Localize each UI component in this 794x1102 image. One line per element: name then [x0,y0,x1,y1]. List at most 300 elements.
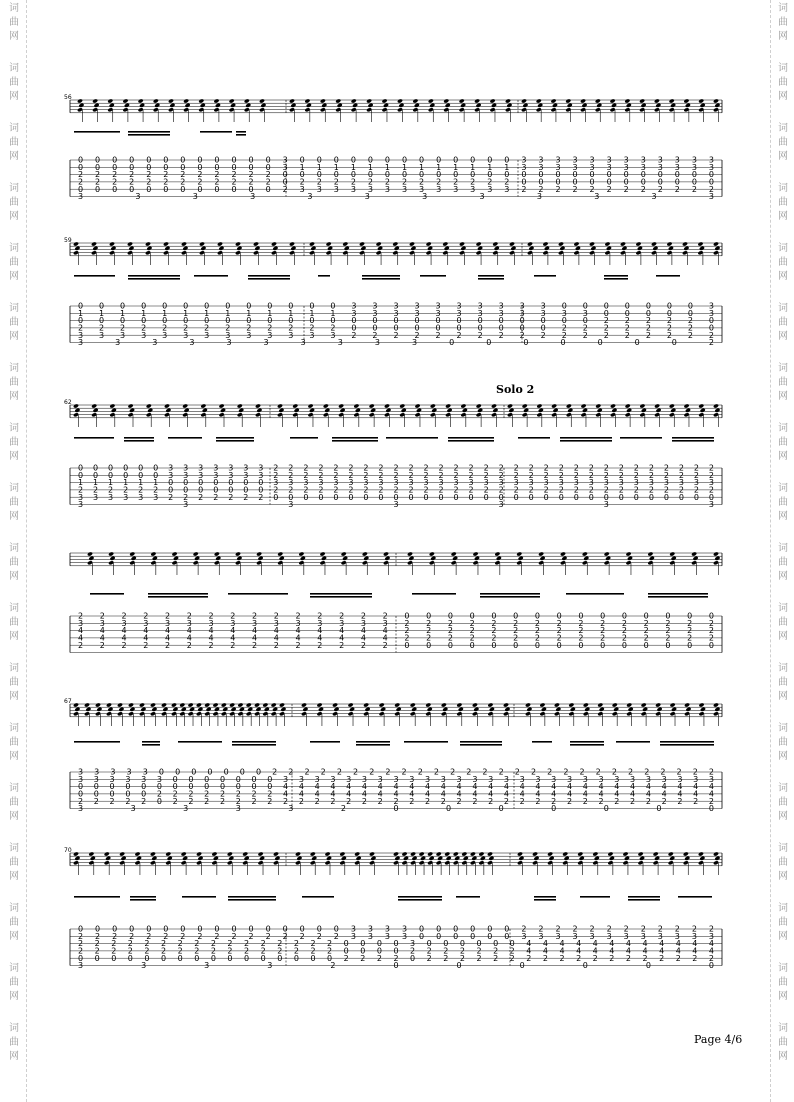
note-head [255,403,261,408]
watermark-char: 网 [9,271,19,282]
watermark-char: 词 [778,483,788,494]
chord-glyph [713,702,720,726]
note-head [196,702,202,707]
note-head [121,856,127,861]
chord-glyph [641,702,648,726]
chord-glyph [522,403,529,427]
note-head [335,98,341,103]
chord-glyph [639,403,646,427]
chord-glyph [91,403,98,427]
beam [148,593,208,595]
watermark-char: 曲 [9,317,19,328]
watermark-char: 词 [778,303,788,314]
note-head [642,707,648,712]
chord-glyph [301,702,308,726]
fret-number-row: 2 2 2 2 2 2 2 2 2 2 2 2 2 2 2 0 0 0 0 0 0 0 0 0 0 0 0 0 0 0 [78,611,714,621]
beam [648,596,708,598]
chord-glyph [289,98,296,122]
watermark-char: 曲 [9,677,19,688]
chord-glyph [179,702,186,726]
note-head [536,98,542,103]
beam [216,437,254,439]
note-head [577,851,583,856]
note-head [538,408,544,413]
chord-glyph [127,241,134,265]
note-head [117,702,123,707]
note-head [239,707,245,712]
chord-glyph [359,241,366,265]
chord-glyph [668,851,675,875]
note-head [119,851,125,856]
note-head [308,403,314,408]
note-head [264,707,270,712]
measure-number: 59 [64,237,72,244]
beam [128,278,180,280]
note-head [91,403,97,408]
tab-system [64,847,722,970]
chord-glyph [639,98,646,122]
note-head [532,851,538,856]
beam [386,437,438,439]
note-head [295,851,301,856]
note-head [714,556,720,561]
page-number: Page 4/6 [694,1033,743,1046]
fret-number-row: 1 1 1 1 1 1 1 1 1 1 1 1 1 3 3 3 3 3 3 3 3 3 3 3 3 0 0 0 0 0 3 [78,308,715,318]
note-head [564,856,570,861]
chord-glyph [451,551,458,575]
note-head [106,702,112,707]
watermark-char: 曲 [778,917,788,928]
note-head [290,246,296,251]
beam [448,440,494,442]
note-head [365,707,371,712]
note-head [259,856,265,861]
note-head [590,246,596,251]
fret-number-row: 2 2 2 2 2 2 2 2 2 2 2 2 2 2 2 2 0 0 0 0 3 0 0 0 0 0 0 4 4 4 4 4 4 4 4 4 4 4 4 [78,939,714,949]
chord-glyph [626,702,633,726]
note-head [655,408,661,413]
chord-glyph [654,98,661,122]
chord-glyph [612,702,619,726]
note-head [242,851,248,856]
chord-glyph [129,551,136,575]
note-head [363,556,369,561]
note-head [91,241,97,246]
note-head [669,856,675,861]
note-head [403,856,409,861]
note-head [213,98,219,103]
note-head [228,856,234,861]
note-head [427,246,433,251]
note-head [339,851,345,856]
note-head [552,103,558,108]
note-head [202,408,208,413]
chord-glyph [181,851,188,875]
chord-glyph [713,403,720,427]
beam [604,275,628,277]
fret-number-row: 2 2 2 2 2 2 0 0 0 0 0 0 0 2 2 2 2 2 2 2 2 2 2 2 2 2 2 2 2 2 2 2 2 2 2 2 2 2 2 2 2 2 2 [78,485,715,495]
note-head [527,241,533,246]
chord-glyph [193,551,200,575]
note-head [316,702,322,707]
note-head [518,856,524,861]
beam [332,440,378,442]
watermark-char: 网 [9,331,19,342]
note-head [211,851,217,856]
watermark-char: 词 [9,243,19,254]
note-head [172,551,178,556]
watermark-char: 曲 [778,377,788,388]
watermark-char: 曲 [9,497,19,508]
note-head [310,851,316,856]
chord-glyph [308,403,315,427]
watermark-char: 词 [9,483,19,494]
note-head [73,241,79,246]
note-head [397,98,403,103]
chord-glyph [369,403,376,427]
watermark-char: 曲 [778,677,788,688]
watermark-char: 词 [9,1023,19,1034]
note-head [104,851,110,856]
beam [532,741,552,743]
chord-glyph [279,702,286,726]
chord-glyph [87,551,94,575]
chord-glyph [573,241,580,265]
note-head [683,851,689,856]
watermark-char: 网 [9,931,19,942]
chord-glyph [684,403,691,427]
beam [420,275,446,277]
note-head [714,103,720,108]
note-head [332,702,338,707]
note-head [490,98,496,103]
chord-glyph [604,551,611,575]
chord-glyph [399,403,406,427]
chord-glyph [445,403,452,427]
note-head [669,403,675,408]
beam [228,896,276,898]
note-head [416,408,422,413]
note-head [430,556,436,561]
watermark-char: 曲 [778,617,788,628]
fret-number-row: 2 2 2 2 2 2 2 2 2 2 2 2 2 2 2 2 0 0 0 0 2 2 2 2 2 2 2 4 4 4 4 4 4 4 4 4 4 4 4 [78,946,714,956]
note-head [429,856,435,861]
note-head [278,408,284,413]
note-head [139,702,145,707]
note-head [595,98,601,103]
note-head [537,103,543,108]
chord-glyph [698,403,705,427]
note-head [641,103,647,108]
note-head [541,707,547,712]
note-head [459,241,465,246]
watermark-char: 词 [778,423,788,434]
chord-glyph [392,241,399,265]
note-head [136,856,142,861]
note-head [652,246,658,251]
note-head [376,241,382,246]
watermark-char: 网 [778,511,788,522]
note-head [220,408,226,413]
note-head [691,551,697,556]
note-head [236,246,242,251]
watermark-char: 词 [9,303,19,314]
chord-glyph [107,98,114,122]
note-head [581,103,587,108]
chord-glyph [476,403,483,427]
fret-number-row: 3 3 3 3 3 3 3 3 3 3 3 3 [78,192,714,202]
note-head [536,403,542,408]
note-head [637,246,643,251]
chord-glyph [425,702,432,726]
watermark-char: 词 [778,603,788,614]
fret-number-row: 2 2 2 2 2 2 2 2 2 2 2 2 0 2 2 2 2 2 2 2 2 2 2 2 2 2 0 0 0 0 0 0 0 0 0 0 0 0 [78,177,714,187]
chord-glyph [654,403,661,427]
chord-glyph [310,851,317,875]
note-head [138,98,144,103]
watermark-char: 曲 [778,257,788,268]
beam [142,741,160,743]
chord-glyph [490,98,497,122]
tab-system [64,237,722,347]
chord-glyph [348,702,355,726]
note-head [342,241,348,246]
chord-glyph [407,551,414,575]
chord-glyph [246,702,253,726]
chord-glyph [682,241,689,265]
beam [478,275,504,277]
watermark-char: 词 [9,183,19,194]
note-head [367,103,373,108]
note-head [197,707,203,712]
watermark-char: 曲 [9,257,19,268]
note-head [246,702,252,707]
note-head [582,551,588,556]
fret-number-row: 0 0 0 0 0 0 3 3 3 3 3 3 3 2 2 2 2 2 2 2 2 2 2 2 2 2 2 2 2 2 2 2 2 2 2 2 2 2 2 2 2 2 2 [78,463,715,473]
chord-glyph [412,98,419,122]
watermark-char: 网 [778,811,788,822]
note-head [682,241,688,246]
note-head [684,702,690,707]
note-head [626,702,632,707]
beam [648,593,708,595]
note-head [570,707,576,712]
chord-glyph [138,98,145,122]
beam [480,593,540,595]
chord-glyph [401,851,408,875]
chord-glyph [229,702,236,726]
watermark-char: 词 [778,663,788,674]
beam [628,899,660,901]
note-head [549,856,555,861]
watermark-char: 曲 [778,437,788,448]
chord-glyph [95,702,102,726]
note-head [639,856,645,861]
note-head [488,856,494,861]
chord-glyph [273,851,280,875]
note-head [74,856,80,861]
chord-glyph [491,403,498,427]
note-head [150,551,156,556]
note-head [379,702,385,707]
note-head [525,702,531,707]
note-head [580,98,586,103]
note-head [470,851,476,856]
measure-number: 62 [64,399,72,406]
note-head [670,103,676,108]
note-head [491,403,497,408]
note-head [445,103,451,108]
note-head [128,702,134,707]
note-head [342,556,348,561]
chord-glyph [610,403,617,427]
note-head [559,246,565,251]
note-head [229,98,235,103]
chord-glyph [426,241,433,265]
note-head [140,707,146,712]
watermark-char: 曲 [9,857,19,868]
watermark-char: 词 [778,3,788,14]
note-head [668,851,674,856]
chord-glyph [683,98,690,122]
note-head [341,551,347,556]
note-head [326,856,332,861]
chord-glyph [536,403,543,427]
watermark-char: 网 [9,991,19,1002]
chord-glyph [325,851,332,875]
note-head [212,702,218,707]
beam [228,899,276,901]
note-head [522,403,528,408]
note-head [475,103,481,108]
note-head [521,98,527,103]
beam [232,744,276,746]
watermark-char: 网 [778,571,788,582]
beam [310,596,372,598]
beam [130,899,156,901]
watermark-char: 词 [9,3,19,14]
note-head [146,403,152,408]
note-head [393,851,399,856]
note-head [152,556,158,561]
note-head [668,246,674,251]
note-head [639,403,645,408]
note-head [348,702,354,707]
note-head [504,707,510,712]
note-head [254,246,260,251]
beam [398,896,442,898]
note-head [452,556,458,561]
tab-system [64,698,722,813]
note-head [419,851,425,856]
note-head [460,403,466,408]
note-head [262,702,268,707]
beam [560,440,612,442]
note-head [474,556,480,561]
beam [74,437,114,439]
note-head [624,98,630,103]
watermark-char: 曲 [778,557,788,568]
watermark-char: 词 [9,363,19,374]
chord-glyph [460,403,467,427]
chord-glyph [229,98,236,122]
watermark-char: 网 [9,1051,19,1062]
chord-glyph [624,98,631,122]
chord-glyph [122,98,129,122]
chord-glyph [492,241,499,265]
note-head [258,851,264,856]
chord-glyph [476,241,483,265]
note-head [653,851,659,856]
beam [580,896,610,898]
note-head [272,707,278,712]
note-head [700,408,706,413]
chord-glyph [442,241,449,265]
beam [128,275,180,277]
beam [194,275,228,277]
note-head [85,707,91,712]
chord-glyph [338,403,345,427]
beam [660,744,714,746]
beam [74,131,120,133]
note-head [78,103,84,108]
note-head [408,556,414,561]
chord-glyph [91,241,98,265]
note-head [254,702,260,707]
fret-number-row: 0 0 0 0 0 0 0 0 0 0 0 0 2 3 3 3 3 3 3 3 3 3 3 3 3 3 2 2 2 2 2 2 2 2 2 2 2 2 [78,184,714,194]
note-head [409,241,415,246]
beam [604,278,628,280]
note-head [296,856,302,861]
note-head [538,551,544,556]
note-head [164,246,170,251]
note-head [128,246,134,251]
beam [412,593,456,595]
note-head [700,103,706,108]
chord-glyph [669,98,676,122]
note-head [255,707,261,712]
watermark-char: 词 [778,963,788,974]
note-head [692,556,698,561]
note-head [231,707,237,712]
chord-glyph [581,403,588,427]
note-head [150,702,156,707]
watermark-char: 网 [778,211,788,222]
fret-number-row: 4 4 4 4 4 4 4 4 4 4 4 4 4 4 4 2 2 2 2 2 2 2 2 2 2 2 2 2 2 2 [78,626,714,636]
chord-glyph [342,241,349,265]
note-head [575,246,581,251]
note-head [199,241,205,246]
chord-glyph [204,702,211,726]
note-head [431,408,437,413]
note-head [685,103,691,108]
note-head [320,98,326,103]
chord-glyph [441,702,448,726]
beam [398,899,442,901]
note-head [698,702,704,707]
note-head [290,103,296,108]
beam [460,741,502,743]
chord-glyph [554,702,561,726]
fret-number-row: 0 0 0 0 0 0 0 0 0 0 0 0 0 3 3 3 3 3 3 3 3 3 3 0 0 0 0 0 0 0 3 [78,301,715,311]
note-head [477,246,483,251]
chord-glyph [647,551,654,575]
chord-glyph [551,403,558,427]
beam [362,278,400,280]
note-head [582,408,588,413]
measure-number: 70 [64,847,72,854]
note-head [271,241,277,246]
